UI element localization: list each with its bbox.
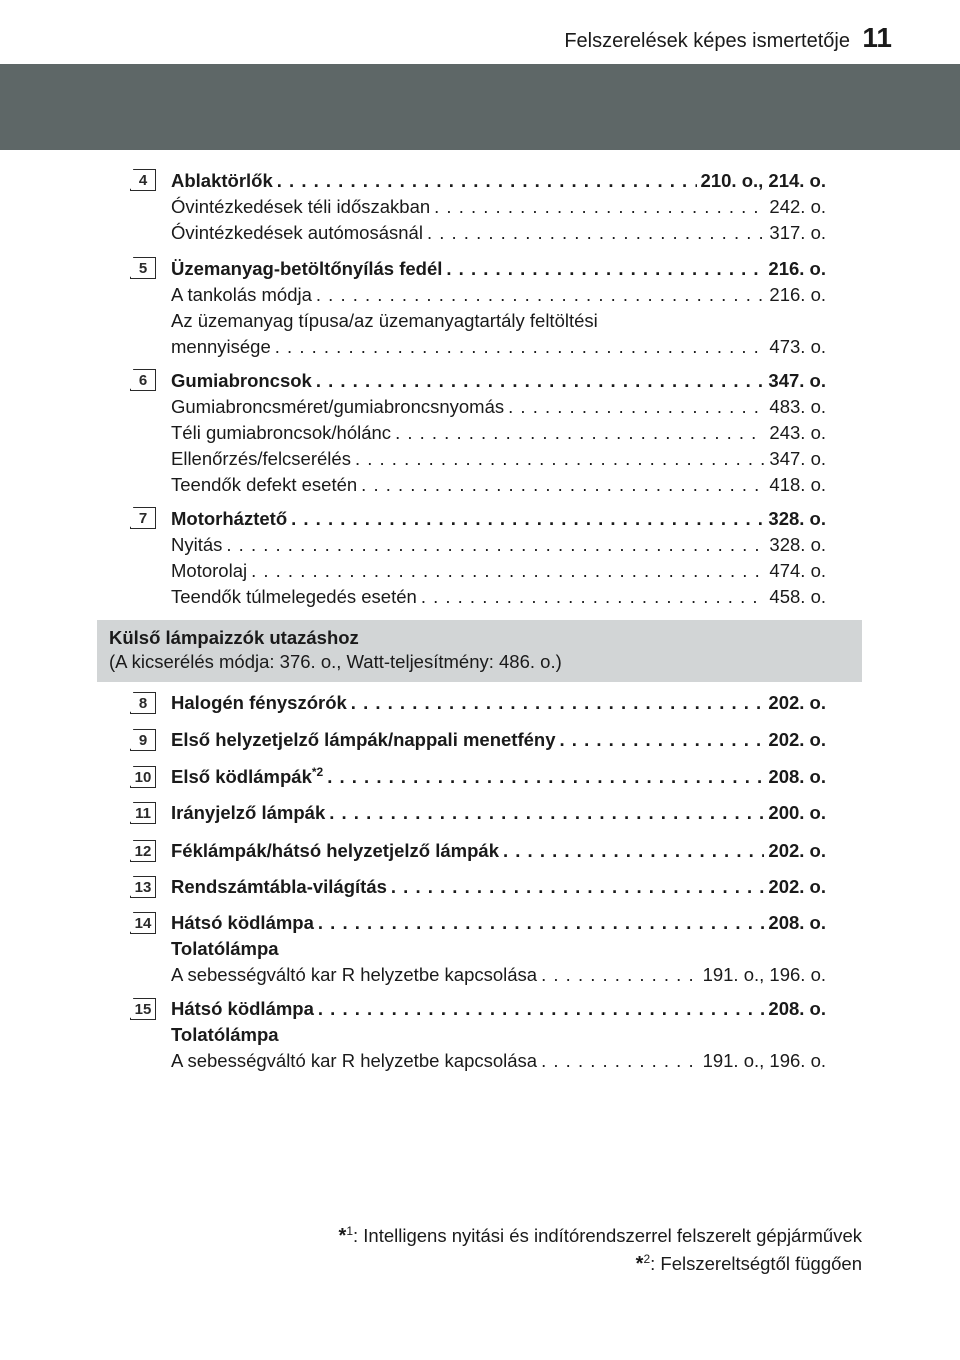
entry-title-line bbox=[171, 256, 826, 280]
entry-sub-line bbox=[171, 532, 826, 556]
leader-dots bbox=[508, 396, 765, 418]
item-number-badge bbox=[130, 257, 156, 279]
section-header-band bbox=[97, 620, 862, 682]
item-number: 6 bbox=[138, 371, 148, 389]
leader-dots bbox=[277, 170, 697, 192]
footnote bbox=[339, 1224, 862, 1248]
item-number: 5 bbox=[138, 259, 148, 277]
page-reference: 191. o., 196. o. bbox=[702, 964, 826, 985]
entry-label: Hátsó ködlámpa bbox=[171, 912, 314, 933]
entry-text: Tolatólámpa bbox=[171, 1024, 279, 1045]
leader-dots bbox=[275, 336, 766, 358]
footnote-mark: * bbox=[635, 1253, 644, 1276]
entry-label: Óvintézkedések téli időszakban bbox=[171, 196, 431, 217]
footnote-ref: *2 bbox=[311, 764, 324, 779]
page-reference: 202. o. bbox=[768, 692, 826, 713]
entry-label: A sebességváltó kar R helyzetbe kapcsolása bbox=[171, 964, 538, 985]
page-reference: 347. o. bbox=[769, 448, 826, 469]
page-reference: 202. o. bbox=[768, 876, 826, 897]
page-reference: 200. o. bbox=[768, 802, 826, 823]
page-reference: 328. o. bbox=[768, 508, 826, 529]
entry-label: mennyisége bbox=[171, 336, 271, 357]
entry-title-line bbox=[171, 727, 826, 751]
item-number-badge bbox=[130, 876, 156, 898]
entry-label: Nyitás bbox=[171, 534, 223, 555]
item-number: 12 bbox=[134, 842, 152, 860]
leader-dots bbox=[291, 508, 764, 530]
entry-title-line bbox=[171, 368, 826, 392]
entry-label: Üzemanyag-betöltőnyílás fedél bbox=[171, 258, 443, 279]
page-reference: 202. o. bbox=[768, 729, 826, 750]
item-number: 15 bbox=[134, 1000, 152, 1018]
entry-label: Gumiabroncsok bbox=[171, 370, 312, 391]
entry-title-line bbox=[171, 168, 826, 192]
footnote bbox=[636, 1252, 862, 1276]
item-number: 8 bbox=[138, 694, 148, 712]
entry-label: Ablaktörlők bbox=[171, 170, 273, 191]
page-number: 11 bbox=[862, 22, 892, 53]
item-number-badge bbox=[130, 692, 156, 714]
leader-dots bbox=[251, 560, 765, 582]
item-number: 9 bbox=[138, 731, 148, 749]
item-number: 13 bbox=[134, 878, 152, 896]
item-number: 14 bbox=[134, 914, 152, 932]
page-reference: 483. o. bbox=[769, 396, 826, 417]
entry-label: Rendszámtábla-világítás bbox=[171, 876, 387, 897]
entry-label: Irányjelző lámpák bbox=[171, 802, 326, 823]
entry-label: Teendők defekt esetén bbox=[171, 474, 358, 495]
section-heading: Külső lámpaizzók utazáshoz bbox=[109, 627, 359, 648]
entry-text: Az üzemanyag típusa/az üzemanyagtartály feltöltési bbox=[171, 310, 598, 331]
item-number-badge bbox=[130, 766, 156, 788]
page-reference: 328. o. bbox=[769, 534, 826, 555]
item-number-badge bbox=[130, 369, 156, 391]
page-reference: 418. o. bbox=[769, 474, 826, 495]
page-reference: 216. o. bbox=[768, 258, 826, 279]
entry-sub-line bbox=[171, 394, 826, 418]
entry-label: Halogén fényszórók bbox=[171, 692, 347, 713]
entry-sub-line bbox=[171, 446, 826, 470]
entry-sub-line bbox=[171, 334, 826, 358]
entry-title-line bbox=[171, 874, 826, 898]
entry-title-line bbox=[171, 690, 826, 714]
entry-label: Motorháztető bbox=[171, 508, 288, 529]
leader-dots bbox=[560, 729, 765, 751]
entry-label: Féklámpák/hátsó helyzetjelző lámpák bbox=[171, 840, 499, 861]
leader-dots bbox=[541, 1050, 698, 1072]
page-reference: 474. o. bbox=[769, 560, 826, 581]
entry-label: Teendők túlmelegedés esetén bbox=[171, 586, 417, 607]
leader-dots bbox=[395, 422, 765, 444]
leader-dots bbox=[361, 474, 765, 496]
entry-sub-line bbox=[171, 962, 826, 986]
leader-dots bbox=[329, 802, 764, 824]
entry-title-line bbox=[171, 996, 826, 1020]
entry-title-line bbox=[171, 838, 826, 862]
entry-label: Első helyzetjelző lámpák/nappali menetfény bbox=[171, 729, 556, 750]
running-title: Felszerelések képes ismertetője bbox=[564, 30, 850, 52]
item-number: 11 bbox=[135, 804, 151, 822]
item-number-badge bbox=[130, 912, 156, 934]
leader-dots bbox=[391, 876, 765, 898]
entry-label: Óvintézkedések autómosásnál bbox=[171, 222, 423, 243]
leader-dots bbox=[503, 840, 764, 862]
leader-dots bbox=[355, 448, 765, 470]
page-reference: 458. o. bbox=[769, 586, 826, 607]
item-number: 10 bbox=[134, 768, 152, 786]
leader-dots bbox=[327, 766, 764, 788]
item-number-badge bbox=[130, 840, 156, 862]
item-number-badge bbox=[130, 998, 156, 1020]
entry-sub-line bbox=[171, 282, 826, 306]
page-reference: 347. o. bbox=[768, 370, 826, 391]
entry-sub-line bbox=[171, 1048, 826, 1072]
entry-sub-line bbox=[171, 472, 826, 496]
page-reference: 243. o. bbox=[769, 422, 826, 443]
footnote-text: : Felszereltségtől függően bbox=[650, 1253, 862, 1275]
footnote-mark: * bbox=[338, 1225, 347, 1248]
footnote-text: : Intelligens nyitási és indítórendszerrel felszerelt gépjárművek bbox=[353, 1225, 862, 1247]
page-reference: 208. o. bbox=[768, 912, 826, 933]
item-number-badge bbox=[130, 802, 156, 824]
page-reference: 317. o. bbox=[769, 222, 826, 243]
page-reference: 242. o. bbox=[769, 196, 826, 217]
footnote-number: 1 bbox=[346, 1224, 353, 1238]
entry-sub-line bbox=[171, 220, 826, 244]
page-reference: 208. o. bbox=[768, 998, 826, 1019]
entry-label: Ellenőrzés/felcserélés bbox=[171, 448, 351, 469]
entry-sub-line bbox=[171, 420, 826, 444]
page-reference: 191. o., 196. o. bbox=[702, 1050, 826, 1071]
entry-title-line bbox=[171, 506, 826, 530]
leader-dots bbox=[434, 196, 765, 218]
leader-dots bbox=[316, 370, 765, 392]
leader-dots bbox=[421, 586, 766, 608]
entry-label: Motorolaj bbox=[171, 560, 248, 581]
entry-label: Hátsó ködlámpa bbox=[171, 998, 314, 1019]
entry-title-line bbox=[171, 764, 826, 788]
leader-dots bbox=[318, 912, 765, 934]
leader-dots bbox=[318, 998, 765, 1020]
entry-sub-line bbox=[171, 194, 826, 218]
entry-label: Téli gumiabroncsok/hólánc bbox=[171, 422, 392, 443]
leader-dots bbox=[226, 534, 765, 556]
leader-dots bbox=[541, 964, 698, 986]
footnote-number: 2 bbox=[643, 1252, 651, 1266]
item-number: 7 bbox=[138, 509, 148, 527]
item-number-badge bbox=[130, 169, 156, 191]
entry-text: Tolatólámpa bbox=[171, 938, 279, 959]
entry-title-line bbox=[171, 800, 826, 824]
item-number-badge bbox=[130, 507, 156, 529]
item-number-badge bbox=[130, 729, 156, 751]
section-subheading: (A kicserélés módja: 376. o., Watt-teljesítmény: 486. o.) bbox=[109, 651, 562, 672]
entry-sub-line bbox=[171, 584, 826, 608]
leader-dots bbox=[446, 258, 764, 280]
leader-dots bbox=[351, 692, 765, 714]
entry-label: A tankolás módja bbox=[171, 284, 312, 305]
entry-label: Gumiabroncsméret/gumiabroncsnyomás bbox=[171, 396, 505, 417]
page-reference: 202. o. bbox=[768, 840, 826, 861]
entry-label: Első ködlámpák$^{*2}$ bbox=[171, 764, 324, 787]
leader-dots bbox=[427, 222, 765, 244]
page-reference: 473. o. bbox=[769, 336, 826, 357]
entry-title-line bbox=[171, 910, 826, 934]
page-reference: 210. o., 214. o. bbox=[700, 170, 826, 191]
leader-dots bbox=[316, 284, 766, 306]
page-reference: 216. o. bbox=[769, 284, 826, 305]
item-number: 4 bbox=[138, 171, 148, 189]
entry-label: A sebességváltó kar R helyzetbe kapcsolása bbox=[171, 1050, 538, 1071]
entry-sub-line bbox=[171, 558, 826, 582]
page-reference: 208. o. bbox=[768, 766, 826, 787]
